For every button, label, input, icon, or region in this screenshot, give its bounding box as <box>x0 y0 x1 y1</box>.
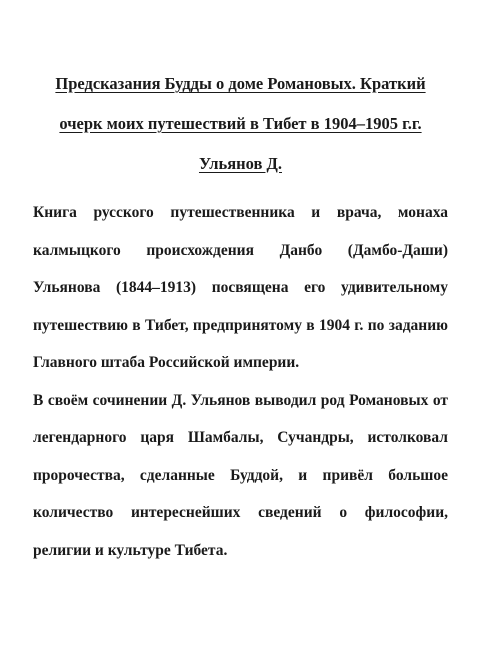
paragraph-content: В своём сочинении Д. Ульянов выводил род Романовых от легендарного царя Шамбалы, Сучандры, истолковал пророчества, сделанные Буддой, и привёл большое количество интереснейших сведений о философии, религии и культуре Тибета. <box>33 391 448 559</box>
document-title: Предсказания Будды о доме Романовых. Краткий очерк моих путешествий в Тибет в 1904–1905 г.г. <box>55 74 426 133</box>
paragraph-intro: Книга русского путешественника и врача, монаха калмыцкого происхождения Данбо (Дамбо-Даши) Ульянова (1844–1913) посвящена его удивительному путешествию в Тибет, предпринятому в 1904 г. по заданию Главного штаба Российской империи. <box>33 204 448 371</box>
document-author: Ульянов Д. <box>198 154 282 173</box>
